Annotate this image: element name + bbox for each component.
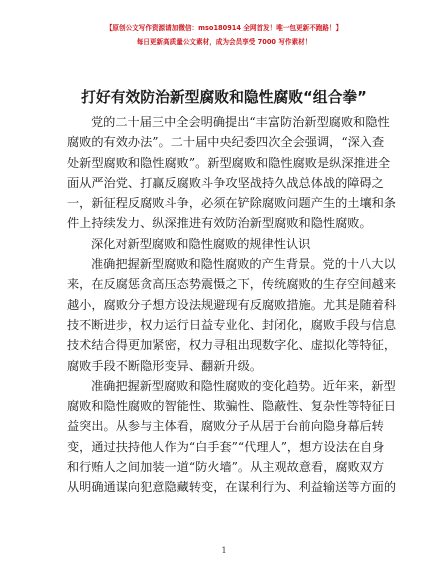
text-line: 越小，腐败分子想方设法规避现有反腐败措施。尤其是随着科: [67, 297, 397, 312]
text-line: 变，通过扶持他人作为“白手套”“代理人”，想方设法在自身: [67, 439, 385, 454]
text-line: 准确把握新型腐败和隐性腐败的产生背景。党的十八大以: [91, 257, 396, 272]
promo-banner-line-1: 【原创公文写作资源请加微信：mso180914 全网首发！唯一包更新不跑路！】: [105, 24, 343, 32]
text-line: 来，在反腐惩贪高压态势震慑之下，传统腐败的生存空间越来: [67, 277, 397, 292]
text-line: 准确把握新型腐败和隐性腐败的变化趋势。近年来，新型: [91, 378, 396, 393]
text-line: 件上持续发力、纵深推进有效防治新型腐败和隐性腐败。: [67, 216, 372, 231]
text-line: 和行贿人之间加装一道“防火墙”。从主观故意看，腐败双方: [67, 460, 385, 475]
document-body: [67, 112, 397, 498]
text-line: 腐败和隐性腐败的智能性、欺骗性、隐蔽性、复杂性等特征日: [67, 399, 397, 414]
text-line: 技术结合得更加紧密，权力寻租出现数字化、虚拟化等特征，: [67, 338, 397, 353]
text-line: 从明确通谋向犯意隐藏转变，在谋利行为、利益输送等方面的: [67, 480, 397, 495]
text-line: 面从严治党、打赢反腐败斗争攻坚战持久战总体战的障碍之: [67, 175, 384, 190]
section-heading: 深化对新型腐败和隐性腐败的规律性认识: [91, 236, 311, 251]
text-line: 益突出。从参与主体看，腐败分子从居于台前向隐身幕后转: [67, 419, 384, 434]
text-line: 党的二十届三中全会明确提出“丰富防治新型腐败和隐性: [91, 115, 390, 129]
text-line: 处新型腐败和隐性腐败”。新型腐败和隐性腐败是纵深推进全: [67, 155, 391, 170]
page-number: 1: [221, 546, 227, 555]
text-line: 技不断进步，权力运行日益专业化、封闭化，腐败手段与信息: [67, 317, 397, 332]
promo-banner-line-2: 每日更新高质量公文素材，成为会员享受 7000 写作素材！: [136, 38, 312, 46]
document-title: 打好有效防治新型腐败和隐性腐败“组合拳”: [81, 89, 367, 106]
text-line: 一，新征程反腐败斗争，必须在铲除腐败问题产生的土壤和条: [67, 196, 397, 211]
text-line: 腐败的有效办法”。二十届中央纪委四次全会强调，“深入查: [67, 135, 385, 150]
text-line: 腐败手段不断隐形变异、翻新升级。: [67, 358, 262, 373]
